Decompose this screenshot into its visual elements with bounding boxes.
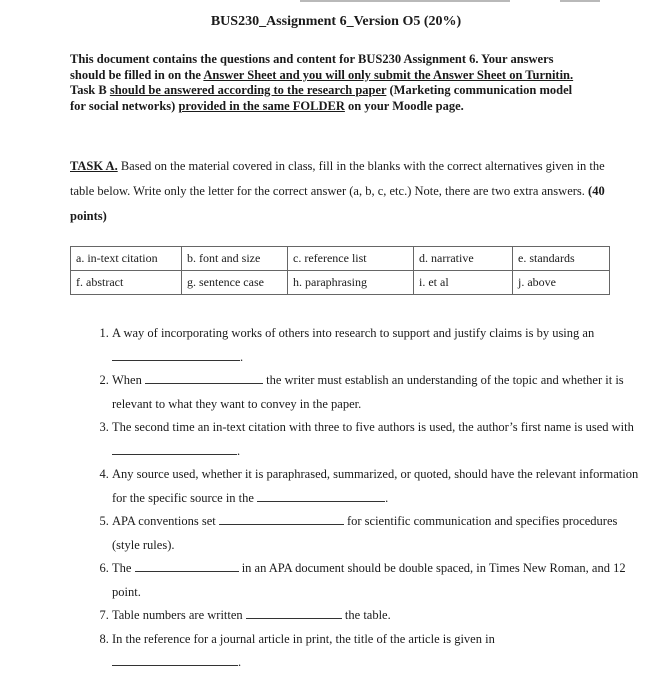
question-text: Table numbers are written — [112, 608, 246, 622]
question-item — [112, 463, 642, 510]
question-text: . — [237, 443, 241, 458]
document-title: BUS230_Assignment 6_Version O5 (20%) — [210, 14, 462, 29]
intro-underlined-text: should be answered according to the research paper — [109, 83, 387, 97]
answer-blank[interactable] — [246, 606, 342, 619]
question-text: The second time an in-text citation with three to five authors is used, the author’s first name is used with — [112, 420, 634, 434]
answer-blank[interactable] — [145, 371, 263, 384]
table-cell: j. above — [513, 271, 610, 295]
question-text: APA conventions set — [112, 514, 219, 528]
table-cell: c. reference list — [288, 247, 414, 271]
question-item — [112, 416, 642, 463]
answer-blank[interactable] — [112, 348, 240, 361]
question-text: . — [238, 655, 242, 669]
intro-paragraph — [70, 52, 590, 114]
question-text: . — [385, 490, 389, 505]
task-points: (40 points) — [70, 184, 605, 223]
intro-underlined-text: Answer Sheet and you will only submit the Answer Sheet on Turnitin. — [203, 67, 574, 82]
task-label: TASK A. — [70, 159, 118, 173]
top-rule-left — [300, 0, 510, 2]
table-cell: a. in-text citation — [71, 247, 182, 271]
table-cell: f. abstract — [71, 271, 182, 295]
task-text: Based on the material covered in class, fill in the blanks with the correct alternatives given in the table below. Write only the letter for the correct answer (a, b, c, etc.) Note, there are two extra answers. — [70, 159, 605, 198]
table-cell: i. et al — [414, 271, 513, 295]
question-item — [112, 322, 642, 369]
top-rule-right — [560, 0, 600, 2]
question-text: . — [240, 349, 244, 364]
table-cell: g. sentence case — [182, 271, 288, 295]
table-cell: b. font and size — [182, 247, 288, 271]
question-item — [112, 369, 642, 416]
question-item — [112, 628, 642, 675]
question-text: the table. — [341, 608, 391, 622]
question-item — [112, 604, 642, 628]
question-text: the writer must establish an understanding of the topic and whether it is relevant to what they want to convey in the paper. — [112, 373, 624, 411]
table-row — [71, 271, 610, 295]
intro-text: on your Moodle page. — [344, 98, 464, 113]
question-text: Any source used, whether it is paraphrased, summarized, or quoted, should have the relevant information for the specific source in the — [112, 467, 639, 505]
question-text: The — [112, 561, 135, 575]
table-cell: e. standards — [513, 247, 610, 271]
question-text: for scientific communication and specifies procedures (style rules). — [112, 514, 618, 552]
intro-underlined-text: provided in the same FOLDER — [178, 98, 345, 113]
question-text: When — [112, 373, 145, 387]
table-cell: h. paraphrasing — [288, 271, 414, 295]
question-text: in an APA document should be double spaced, in Times New Roman, and 12 point. — [112, 561, 626, 599]
table-cell: d. narrative — [414, 247, 513, 271]
question-text: In the reference for a journal article in print, the title of the article is given in — [112, 631, 495, 646]
intro-text: This document contains the questions and content for BUS230 Assignment 6. Your answers should be filled in on the — [70, 52, 554, 82]
answer-blank[interactable] — [112, 442, 237, 455]
answer-blank[interactable] — [112, 653, 238, 666]
question-item — [112, 557, 642, 604]
table-row — [71, 247, 610, 271]
intro-text: (Marketing communication model for social networks) — [70, 83, 573, 113]
task-a-instructions — [70, 154, 610, 229]
alternatives-table — [70, 246, 610, 295]
answer-blank[interactable] — [257, 489, 385, 502]
answer-blank[interactable] — [219, 512, 344, 525]
answer-blank[interactable] — [135, 559, 239, 572]
question-text: A way of incorporating works of others into research to support and justify claims is by using an — [112, 326, 595, 340]
question-item — [112, 510, 642, 557]
intro-text: Task B — [70, 83, 110, 97]
question-list — [72, 322, 642, 675]
